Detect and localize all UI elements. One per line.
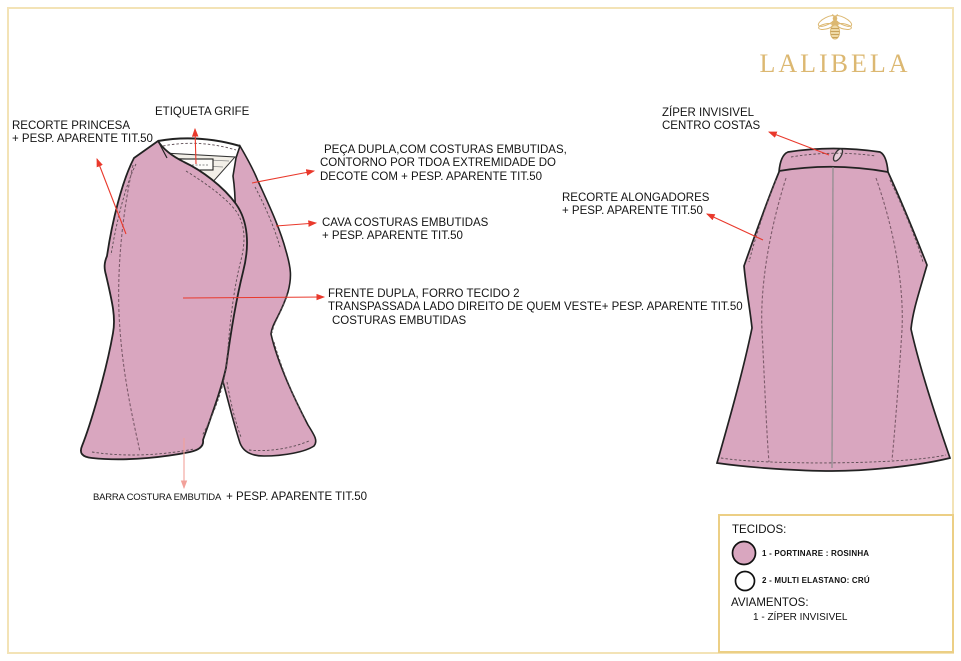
arrow-peca-dupla xyxy=(252,171,314,183)
label-barra: BARRA COSTURA EMBUTIDA + PESP. APARENTE TIT.50 xyxy=(93,491,368,503)
tecidos-title: TECIDOS: xyxy=(732,524,787,536)
brand-logo xyxy=(750,12,920,79)
label-frente-dupla: FRENTE DUPLA, FORRO TECIDO 2 TRANSPASSADA LADO DIREITO DE QUEM VESTE+ PESP. APARENTE TIT.50 COSTURAS EMBUTIDAS xyxy=(328,288,743,327)
fabric-swatch-2 xyxy=(733,569,757,593)
aviamentos-item: 1 - ZÍPER INVISIVEL xyxy=(753,612,848,623)
fabric-1-label: 1 - PORTINARE : ROSINHA xyxy=(762,549,870,558)
label-cava: CAVA COSTURAS EMBUTIDAS + PESP. APARENTE TIT.50 xyxy=(322,217,489,243)
label-peca-dupla: PEÇA DUPLA,COM COSTURAS EMBUTIDAS, CONTORNO POR TDOA EXTREMIDADE DO DECOTE COM + PESP. APARENTE TIT.50 xyxy=(320,144,567,183)
label-ziper-invisivel: ZÍPER INVISIVEL CENTRO COSTAS xyxy=(662,107,761,133)
neckline-top-edge xyxy=(158,138,240,146)
label-recorte-princesa: RECORTE PRINCESA + PESP. APARENTE TIT.50 xyxy=(12,120,153,146)
front-view-flat xyxy=(81,138,316,459)
fabric-2-label: 2 - MULTI ELASTANO: CRÚ xyxy=(762,576,870,585)
bee-icon xyxy=(813,12,857,42)
legend-box xyxy=(718,514,954,653)
label-recorte-alongadores: RECORTE ALONGADORES + PESP. APARENTE TIT.50 xyxy=(562,192,710,218)
swatch-circle-rosinha xyxy=(733,542,756,565)
label-etiqueta-grife: ETIQUETA GRIFE xyxy=(155,106,250,118)
front-overlap-panel xyxy=(81,141,247,459)
swatch-circle-cru xyxy=(736,572,755,591)
aviamentos-title: AVIAMENTOS: xyxy=(731,597,809,609)
arrow-cava xyxy=(276,223,316,226)
arrow-recorte-alongadores xyxy=(707,214,763,240)
fabric-swatch-1 xyxy=(730,539,758,567)
back-view-flat xyxy=(717,148,950,471)
brand-name: LALIBELA xyxy=(759,49,911,78)
